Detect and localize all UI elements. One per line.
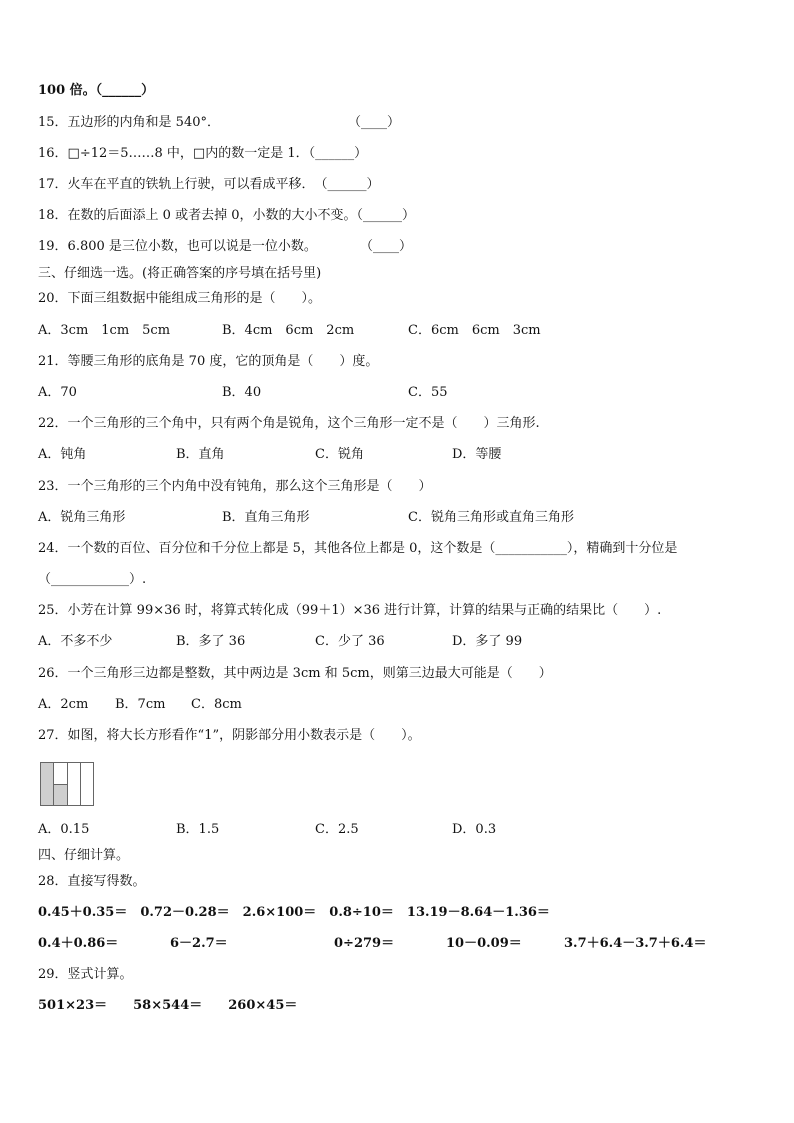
option-b[interactable]: B．直角 <box>176 447 225 462</box>
option-c[interactable]: C．锐角三角形或直角三角形 <box>408 510 574 525</box>
question-22: 22．一个三角形的三个角中，只有两个角是锐角，这个三角形一定不是（ ）三角形. <box>38 416 540 431</box>
option-a[interactable]: A．2cm <box>38 697 89 712</box>
question-27: 27．如图，将大长方形看作“1”，阴影部分用小数表示是（ ）。 <box>38 728 421 743</box>
question-25: 25．小芳在计算 99×36 时，将算式转化成（99＋1）×36 进行计算，计算的结果与正确的结果比（ ）. <box>38 603 662 618</box>
option-a[interactable]: A．70 <box>38 385 77 400</box>
option-a[interactable]: A．钝角 <box>38 447 87 462</box>
option-c[interactable]: C．55 <box>408 385 448 400</box>
divider-line <box>54 784 66 785</box>
question-20: 20．下面三组数据中能组成三角形的是（ ）。 <box>38 291 322 306</box>
section-3-heading: 三、仔细选一选。(将正确答案的序号填在括号里) <box>38 266 322 281</box>
option-c[interactable]: C．6cm 6cm 3cm <box>408 323 541 338</box>
option-c[interactable]: C．锐角 <box>315 447 364 462</box>
option-d[interactable]: D．等腰 <box>452 447 502 462</box>
strip <box>68 763 81 805</box>
question-19: 19．6.800 是三位小数，也可以说是一位小数。 <box>38 239 317 254</box>
calc-item: 3.7＋6.4－3.7＋6.4＝ <box>564 936 707 951</box>
calc-item: 10－0.09＝ <box>446 936 522 951</box>
question-24-continuation: （____________）. <box>38 572 147 587</box>
option-d[interactable]: D．多了 99 <box>452 634 523 649</box>
q28-row-1: 0.45＋0.35＝ 0.72－0.28＝ 2.6×100＝ 0.8÷10＝ 13.19－8.64－1.36＝ <box>38 905 550 920</box>
option-a[interactable]: A．不多不少 <box>38 634 113 649</box>
question-24: 24．一个数的百位、百分位和千分位上都是 5，其他各位上都是 0，这个数是（___________），精确到十分位是 <box>38 541 678 556</box>
option-b[interactable]: B．直角三角形 <box>222 510 310 525</box>
option-a[interactable]: A．3cm 1cm 5cm <box>38 323 171 338</box>
half-shaded-part <box>54 784 66 805</box>
question-15-blank[interactable]: （____） <box>348 115 401 130</box>
option-c[interactable]: C．2.5 <box>315 822 359 837</box>
option-a[interactable]: A．锐角三角形 <box>38 510 126 525</box>
section-4-heading: 四、仔细计算。 <box>38 848 130 863</box>
question-23: 23．一个三角形的三个内角中没有钝角，那么这个三角形是（ ） <box>38 479 432 494</box>
option-b[interactable]: B．7cm <box>115 697 166 712</box>
question-28: 28．直接写得数。 <box>38 874 146 889</box>
q29-row: 501×23＝ 58×544＝ 260×45＝ <box>38 998 298 1013</box>
option-c[interactable]: C．少了 36 <box>315 634 385 649</box>
strip <box>81 763 93 805</box>
shaded-strip <box>41 763 54 805</box>
option-b[interactable]: B．多了 36 <box>176 634 246 649</box>
strip <box>54 763 67 805</box>
option-b[interactable]: B．4cm 6cm 2cm <box>222 323 355 338</box>
question-16: 16．□÷12＝5……8 中，□内的数一定是 1．（______） <box>38 146 368 161</box>
option-a[interactable]: A．0.15 <box>38 822 90 837</box>
question-17: 17．火车在平直的铁轨上行驶，可以看成平移． （______） <box>38 177 380 192</box>
question-26: 26．一个三角形三边都是整数，其中两边是 3cm 和 5cm，则第三边最大可能是（ ） <box>38 666 552 681</box>
question-18: 18．在数的后面添上 0 或者去掉 0，小数的大小不变。（______） <box>38 208 415 223</box>
calc-item: 0÷279＝ <box>334 936 395 951</box>
option-c[interactable]: C．8cm <box>191 697 242 712</box>
question-21: 21．等腰三角形的底角是 70 度，它的顶角是（ ）度。 <box>38 354 379 369</box>
option-b[interactable]: B．1.5 <box>176 822 220 837</box>
option-b[interactable]: B．40 <box>222 385 262 400</box>
rectangle-figure <box>40 762 94 806</box>
question-15: 15．五边形的内角和是 540°． <box>38 115 220 130</box>
question-19-blank[interactable]: （____） <box>360 239 413 254</box>
calc-item: 6－2.7＝ <box>170 936 228 951</box>
calc-item: 0.4＋0.86＝ <box>38 936 119 951</box>
option-d[interactable]: D．0.3 <box>452 822 497 837</box>
question-29: 29．竖式计算。 <box>38 967 133 982</box>
q14-continuation: 100 倍。（______） <box>38 83 155 98</box>
